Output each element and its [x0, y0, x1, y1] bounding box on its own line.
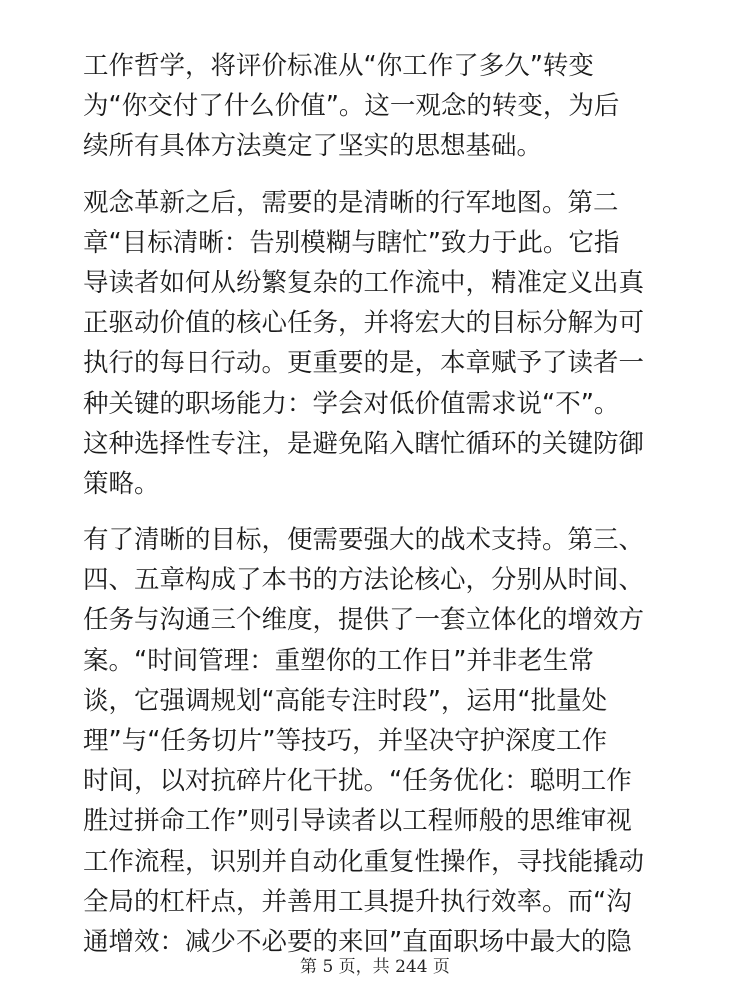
text-line: 有了清晰的目标，便需要强大的战术支持。第三、 [83, 525, 645, 556]
text-line: 这种选择性专注，是避免陷入瞎忙循环的关键防御 [83, 428, 645, 459]
text-line: 案。“时间管理：重塑你的工作日”并非老生常 [83, 645, 594, 676]
text-line: 为“你交付了什么价值”。这一观念的转变，为后 [83, 91, 620, 122]
text-line: 观念革新之后，需要的是清晰的行军地图。第二 [83, 187, 619, 218]
text-line: 任务与沟通三个维度，提供了一套立体化的增效方 [83, 605, 645, 636]
page-number-footer: 第 5 页，共 244 页 [300, 957, 450, 977]
text-line: 谈，它强调规划“高能专注时段”，运用“批量处 [83, 685, 608, 716]
document-body [83, 46, 673, 962]
text-line: 章“目标清晰：告别模糊与瞎忙”致力于此。它指 [83, 227, 620, 258]
text-line: 正驱动价值的核心任务，并将宏大的目标分解为可 [83, 308, 645, 339]
text-line: 时间，以对抗碎片化干扰。“任务优化：聪明工作 [83, 766, 632, 797]
text-line: 四、五章构成了本书的方法论核心，分别从时间、 [83, 565, 645, 596]
paragraph-1 [83, 46, 673, 167]
text-line: 工作流程，识别并自动化重复性操作，寻找能撬动 [83, 846, 645, 877]
text-line: 全局的杠杆点，并善用工具提升执行效率。而“沟 [83, 886, 632, 917]
text-line: 执行的每日行动。更重要的是，本章赋予了读者一 [83, 348, 645, 379]
paragraph-3 [83, 520, 673, 962]
text-line: 导读者如何从纷繁复杂的工作流中，精准定义出真 [83, 267, 645, 298]
text-line: 工作哲学，将评价标准从“你工作了多久”转变 [83, 51, 594, 81]
text-line: 通增效：减少不必要的来回”直面职场中最大的隐 [83, 926, 632, 957]
text-line: 理”与“任务切片”等技巧，并坚决守护深度工作 [83, 726, 608, 756]
text-line: 胜过拼命工作”则引导读者以工程师般的思维审视 [83, 806, 632, 837]
text-line: 续所有具体方法奠定了坚实的思想基础。 [83, 131, 543, 162]
text-line: 种关键的职场能力：学会对低价值需求说“不”。 [83, 388, 620, 419]
paragraph-2 [83, 183, 673, 505]
text-line: 策略。 [83, 468, 160, 499]
